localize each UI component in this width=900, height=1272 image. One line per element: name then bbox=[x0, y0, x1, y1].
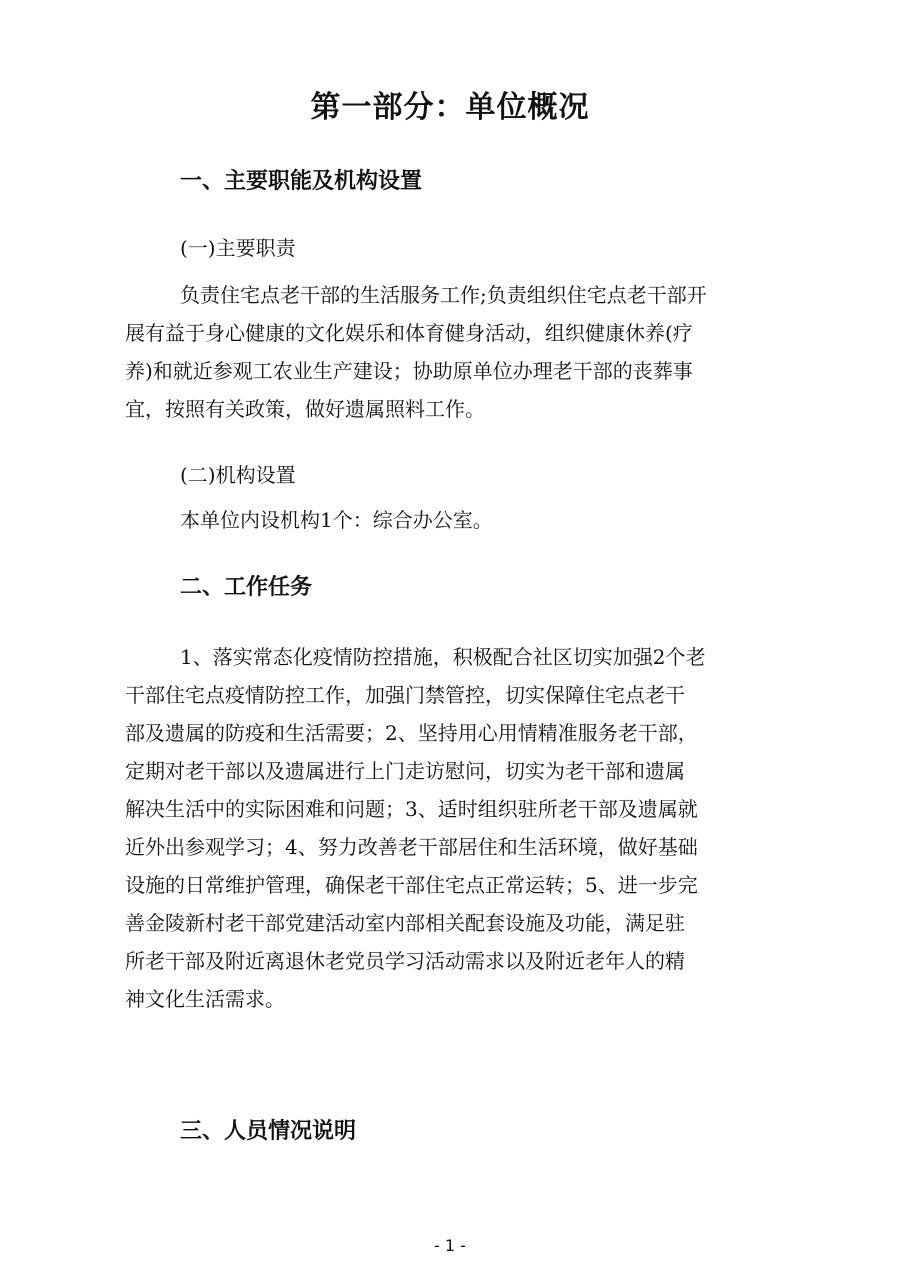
text-line: 宜，按照有关政策，做好遗属照料工作。 bbox=[125, 397, 485, 421]
text-line: 部及遗属的防疫和生活需要；2、坚持用心用情精准服务老干部， bbox=[125, 721, 698, 745]
page-title: 第一部分：单位概况 bbox=[310, 90, 590, 125]
section-heading-functions: 一、主要职能及机构设置 bbox=[180, 169, 423, 194]
section-heading-personnel: 三、人员情况说明 bbox=[180, 1119, 357, 1144]
text-line: 干部住宅点疫情防控工作，加强门禁管控，切实保障住宅点老干 bbox=[125, 683, 685, 707]
text-line: 所老干部及附近离退休老党员学习活动需求以及附近老年人的精 bbox=[125, 949, 685, 973]
subheading-org-structure: (二)机构设置 bbox=[180, 463, 296, 487]
subheading-main-duties: (一)主要职责 bbox=[180, 236, 296, 260]
paragraph-main-duties bbox=[125, 276, 785, 428]
text-line: 近外出参观学习；4、努力改善老干部居住和生活环境，做好基础 bbox=[125, 835, 698, 859]
paragraph-work-tasks bbox=[125, 638, 785, 1018]
text-line: 解决生活中的实际困难和问题；3、适时组织驻所老干部及遗属就 bbox=[125, 797, 698, 821]
page-number: - 1 - bbox=[434, 1236, 466, 1255]
text-line: 神文化生活需求。 bbox=[125, 987, 285, 1011]
text-line: 善金陵新村老干部党建活动室内部相关配套设施及功能，满足驻 bbox=[125, 911, 685, 935]
text-line: 1、落实常态化疫情防控措施，积极配合社区切实加强2个老 bbox=[180, 645, 706, 669]
paragraph-org-structure: 本单位内设机构1个：综合办公室。 bbox=[180, 508, 493, 532]
text-line: 展有益于身心健康的文化娱乐和体育健身活动，组织健康休养(疗 bbox=[125, 321, 693, 345]
text-line: 负责住宅点老干部的生活服务工作;负责组织住宅点老干部开 bbox=[180, 283, 707, 307]
text-line: 养)和就近参观工农业生产建设；协助原单位办理老干部的丧葬事 bbox=[125, 359, 693, 383]
text-line: 设施的日常维护管理，确保老干部住宅点正常运转；5、进一步完 bbox=[125, 873, 698, 897]
section-heading-tasks: 二、工作任务 bbox=[180, 575, 313, 600]
text-line: 定期对老干部以及遗属进行上门走访慰问，切实为老干部和遗属 bbox=[125, 759, 685, 783]
